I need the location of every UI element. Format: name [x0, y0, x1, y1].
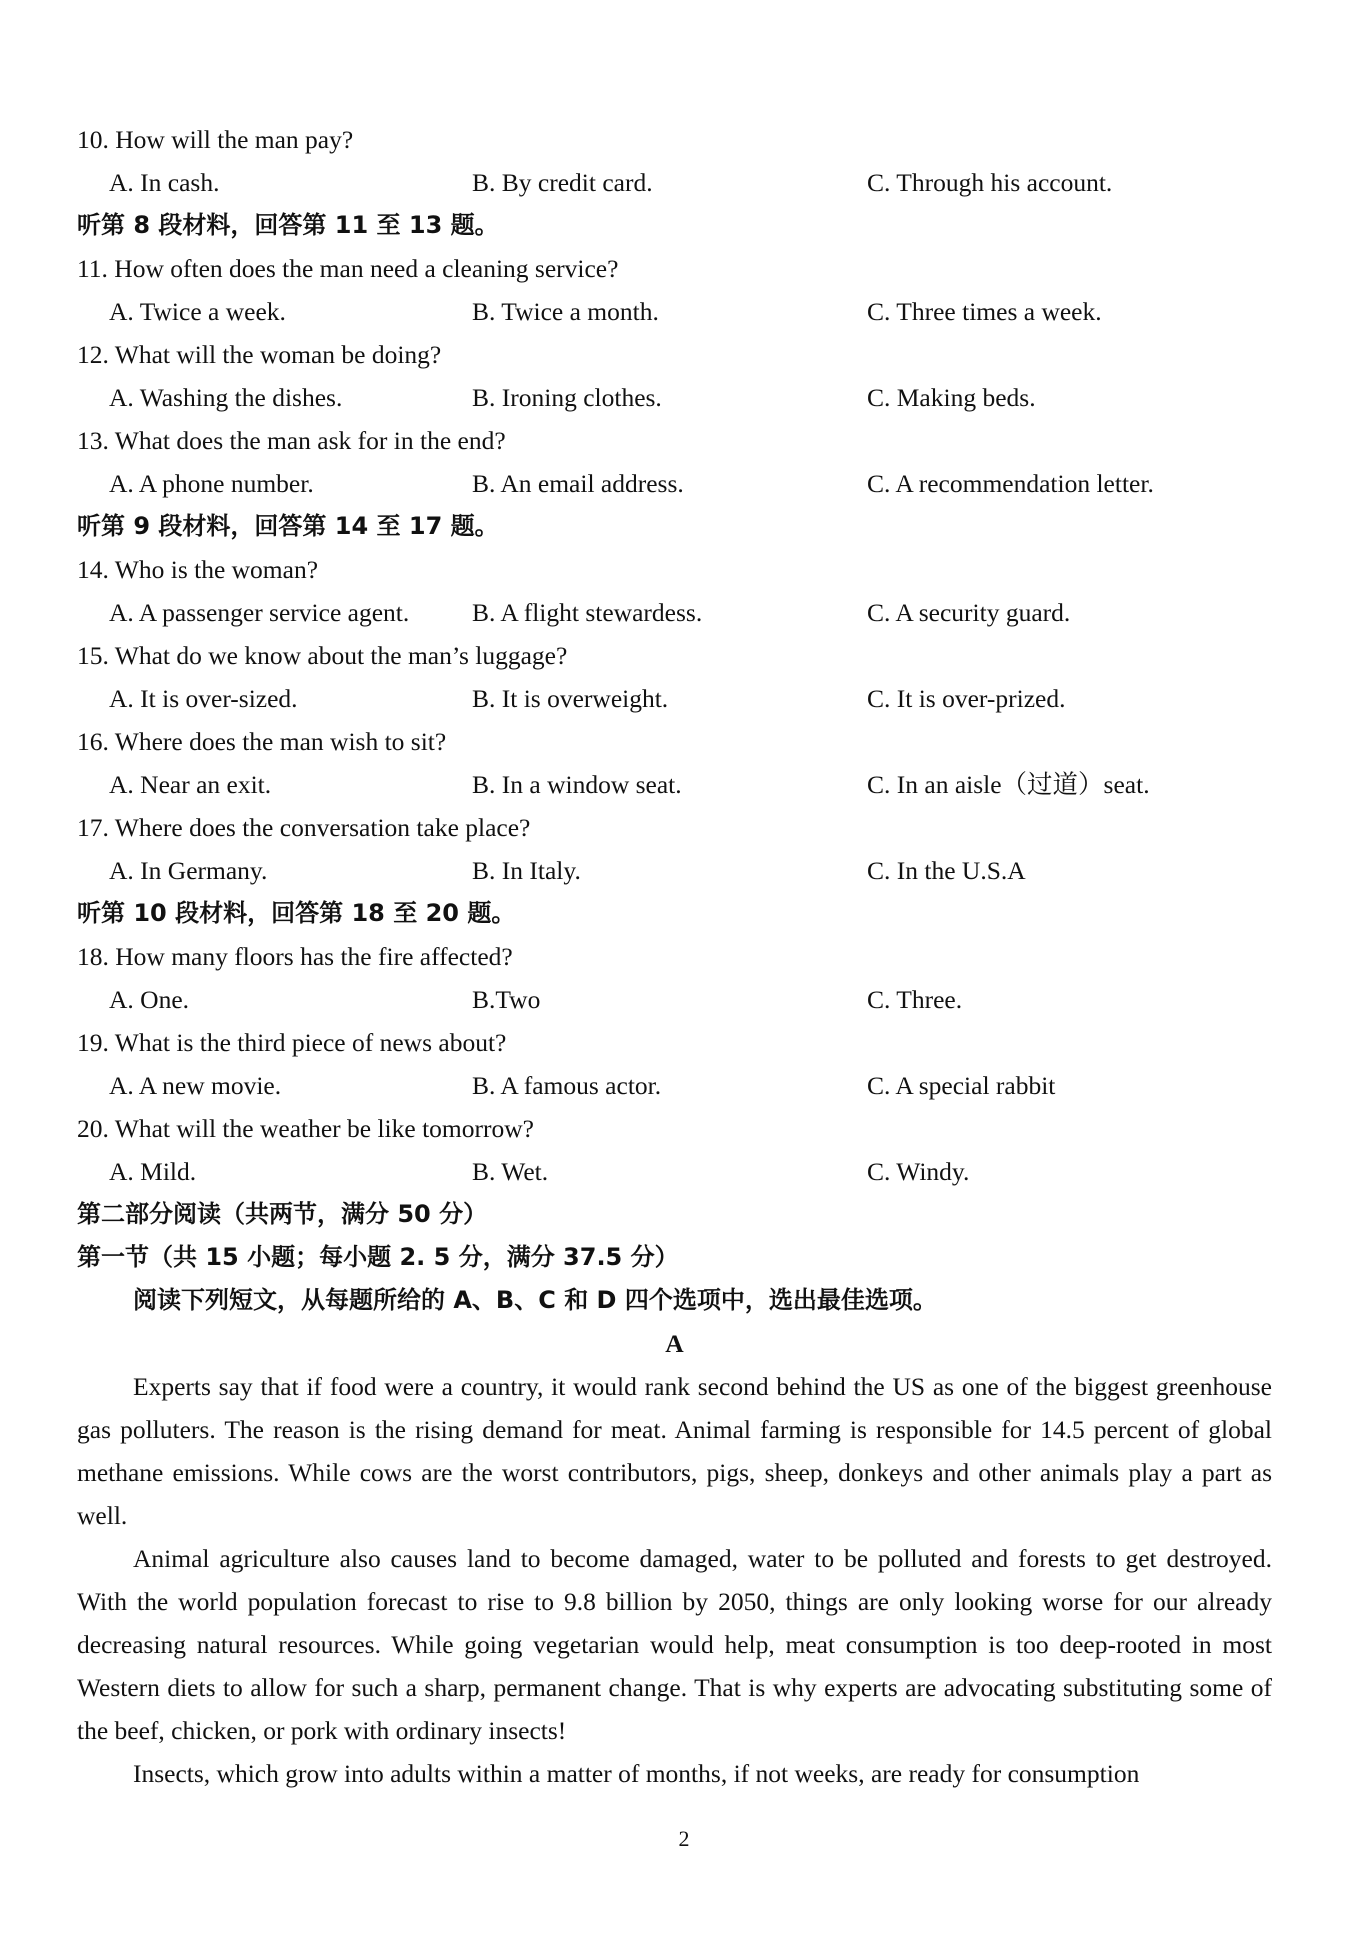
option-a: A. A phone number.	[109, 469, 314, 498]
question-stem: 13. What does the man ask for in the end?	[77, 426, 506, 455]
option-b: B. A flight stewardess.	[472, 598, 703, 627]
option-b: B. It is overweight.	[472, 684, 669, 713]
option-c: C. It is over-prized.	[867, 684, 1066, 713]
section-title: 第一节（共 15 小题；每小题 2. 5 分，满分 37.5 分）	[77, 1243, 679, 1271]
listening-questions	[77, 118, 1272, 1193]
option-c: C. A recommendation letter.	[867, 469, 1154, 498]
question-stem: 11. How often does the man need a cleaning service?	[77, 254, 619, 283]
option-c: C. In the U.S.A	[867, 856, 1026, 885]
question-stem: 12. What will the woman be doing?	[77, 340, 442, 369]
option-c: C. In an aisle（过道）seat.	[867, 770, 1150, 799]
options-row	[77, 462, 1272, 505]
option-c: C. Through his account.	[867, 168, 1113, 197]
page-number: 2	[678, 1826, 690, 1851]
options-row	[77, 1150, 1272, 1193]
options-row	[77, 978, 1272, 1021]
option-a: A. A new movie.	[109, 1071, 282, 1100]
options-row	[77, 591, 1272, 634]
option-a: A. Washing the dishes.	[109, 383, 343, 412]
option-b: B.Two	[472, 985, 541, 1014]
option-b: B. Wet.	[472, 1157, 549, 1186]
options-row	[77, 763, 1272, 806]
options-row	[77, 290, 1272, 333]
passage-paragraph-2: Animal agriculture also causes land to become damaged, water to be polluted and forests to get destroyed. With the world population forecast to rise to 9.8 billion by 2050, things are only looking worse for our already decreasing natural resources. While going vegetarian would help, meat consumption is too deep-rooted in most Western diets to allow for such a sharp, permanent change. That is why experts are advocating substituting some of the beef, chicken, or pork with ordinary insects!	[77, 1544, 1272, 1745]
question-stem: 19. What is the third piece of news about?	[77, 1028, 507, 1057]
option-b: B. Ironing clothes.	[472, 383, 662, 412]
option-b: B. By credit card.	[472, 168, 653, 197]
options-row	[77, 376, 1272, 419]
listening-section-heading: 听第 10 段材料，回答第 18 至 20 题。	[77, 899, 516, 927]
part-title: 第二部分阅读（共两节，满分 50 分）	[77, 1200, 488, 1228]
exam-page	[77, 118, 1272, 1795]
option-b: B. Twice a month.	[472, 297, 659, 326]
reading-instruction: 阅读下列短文，从每题所给的 A、B、C 和 D 四个选项中，选出最佳选项。	[133, 1286, 937, 1314]
options-row	[77, 161, 1272, 204]
question-stem: 17. Where does the conversation take place?	[77, 813, 531, 842]
option-a: A. A passenger service agent.	[109, 598, 410, 627]
question-stem: 10. How will the man pay?	[77, 125, 354, 154]
option-a: A. Twice a week.	[109, 297, 286, 326]
passage	[77, 1365, 1272, 1795]
option-b: B. In a window seat.	[472, 770, 682, 799]
option-a: A. Mild.	[109, 1157, 197, 1186]
question-stem: 18. How many floors has the fire affected?	[77, 942, 513, 971]
option-c: C. A special rabbit	[867, 1071, 1056, 1100]
options-row	[77, 677, 1272, 720]
option-c: C. Three.	[867, 985, 963, 1014]
option-b: B. An email address.	[472, 469, 684, 498]
question-stem: 20. What will the weather be like tomorrow?	[77, 1114, 534, 1143]
question-stem: 16. Where does the man wish to sit?	[77, 727, 447, 756]
option-b: B. In Italy.	[472, 856, 581, 885]
option-a: A. In cash.	[109, 168, 220, 197]
passage-paragraph-1: Experts say that if food were a country, it would rank second behind the US as one of the biggest greenhouse gas polluters. The reason is the rising demand for meat. Animal farming is responsible for 14.5 percent of global methane emissions. While cows are the worst contributors, pigs, sheep, donkeys and other animals play a part as well.	[77, 1372, 1272, 1530]
listening-section-heading: 听第 9 段材料，回答第 14 至 17 题。	[77, 512, 499, 540]
passage-label: A	[665, 1329, 684, 1358]
question-stem: 15. What do we know about the man’s luggage?	[77, 641, 568, 670]
option-a: A. In Germany.	[109, 856, 268, 885]
options-row	[77, 1064, 1272, 1107]
listening-section-heading: 听第 8 段材料，回答第 11 至 13 题。	[77, 211, 499, 239]
option-c: C. Windy.	[867, 1157, 970, 1186]
option-a: A. It is over-sized.	[109, 684, 298, 713]
option-a: A. Near an exit.	[109, 770, 272, 799]
question-stem: 14. Who is the woman?	[77, 555, 319, 584]
option-b: B. A famous actor.	[472, 1071, 662, 1100]
option-c: C. A security guard.	[867, 598, 1071, 627]
option-c: C. Three times a week.	[867, 297, 1102, 326]
option-a: A. One.	[109, 985, 190, 1014]
passage-paragraph-3: Insects, which grow into adults within a matter of months, if not weeks, are ready for consumption	[133, 1759, 1140, 1788]
options-row	[77, 849, 1272, 892]
option-c: C. Making beds.	[867, 383, 1036, 412]
